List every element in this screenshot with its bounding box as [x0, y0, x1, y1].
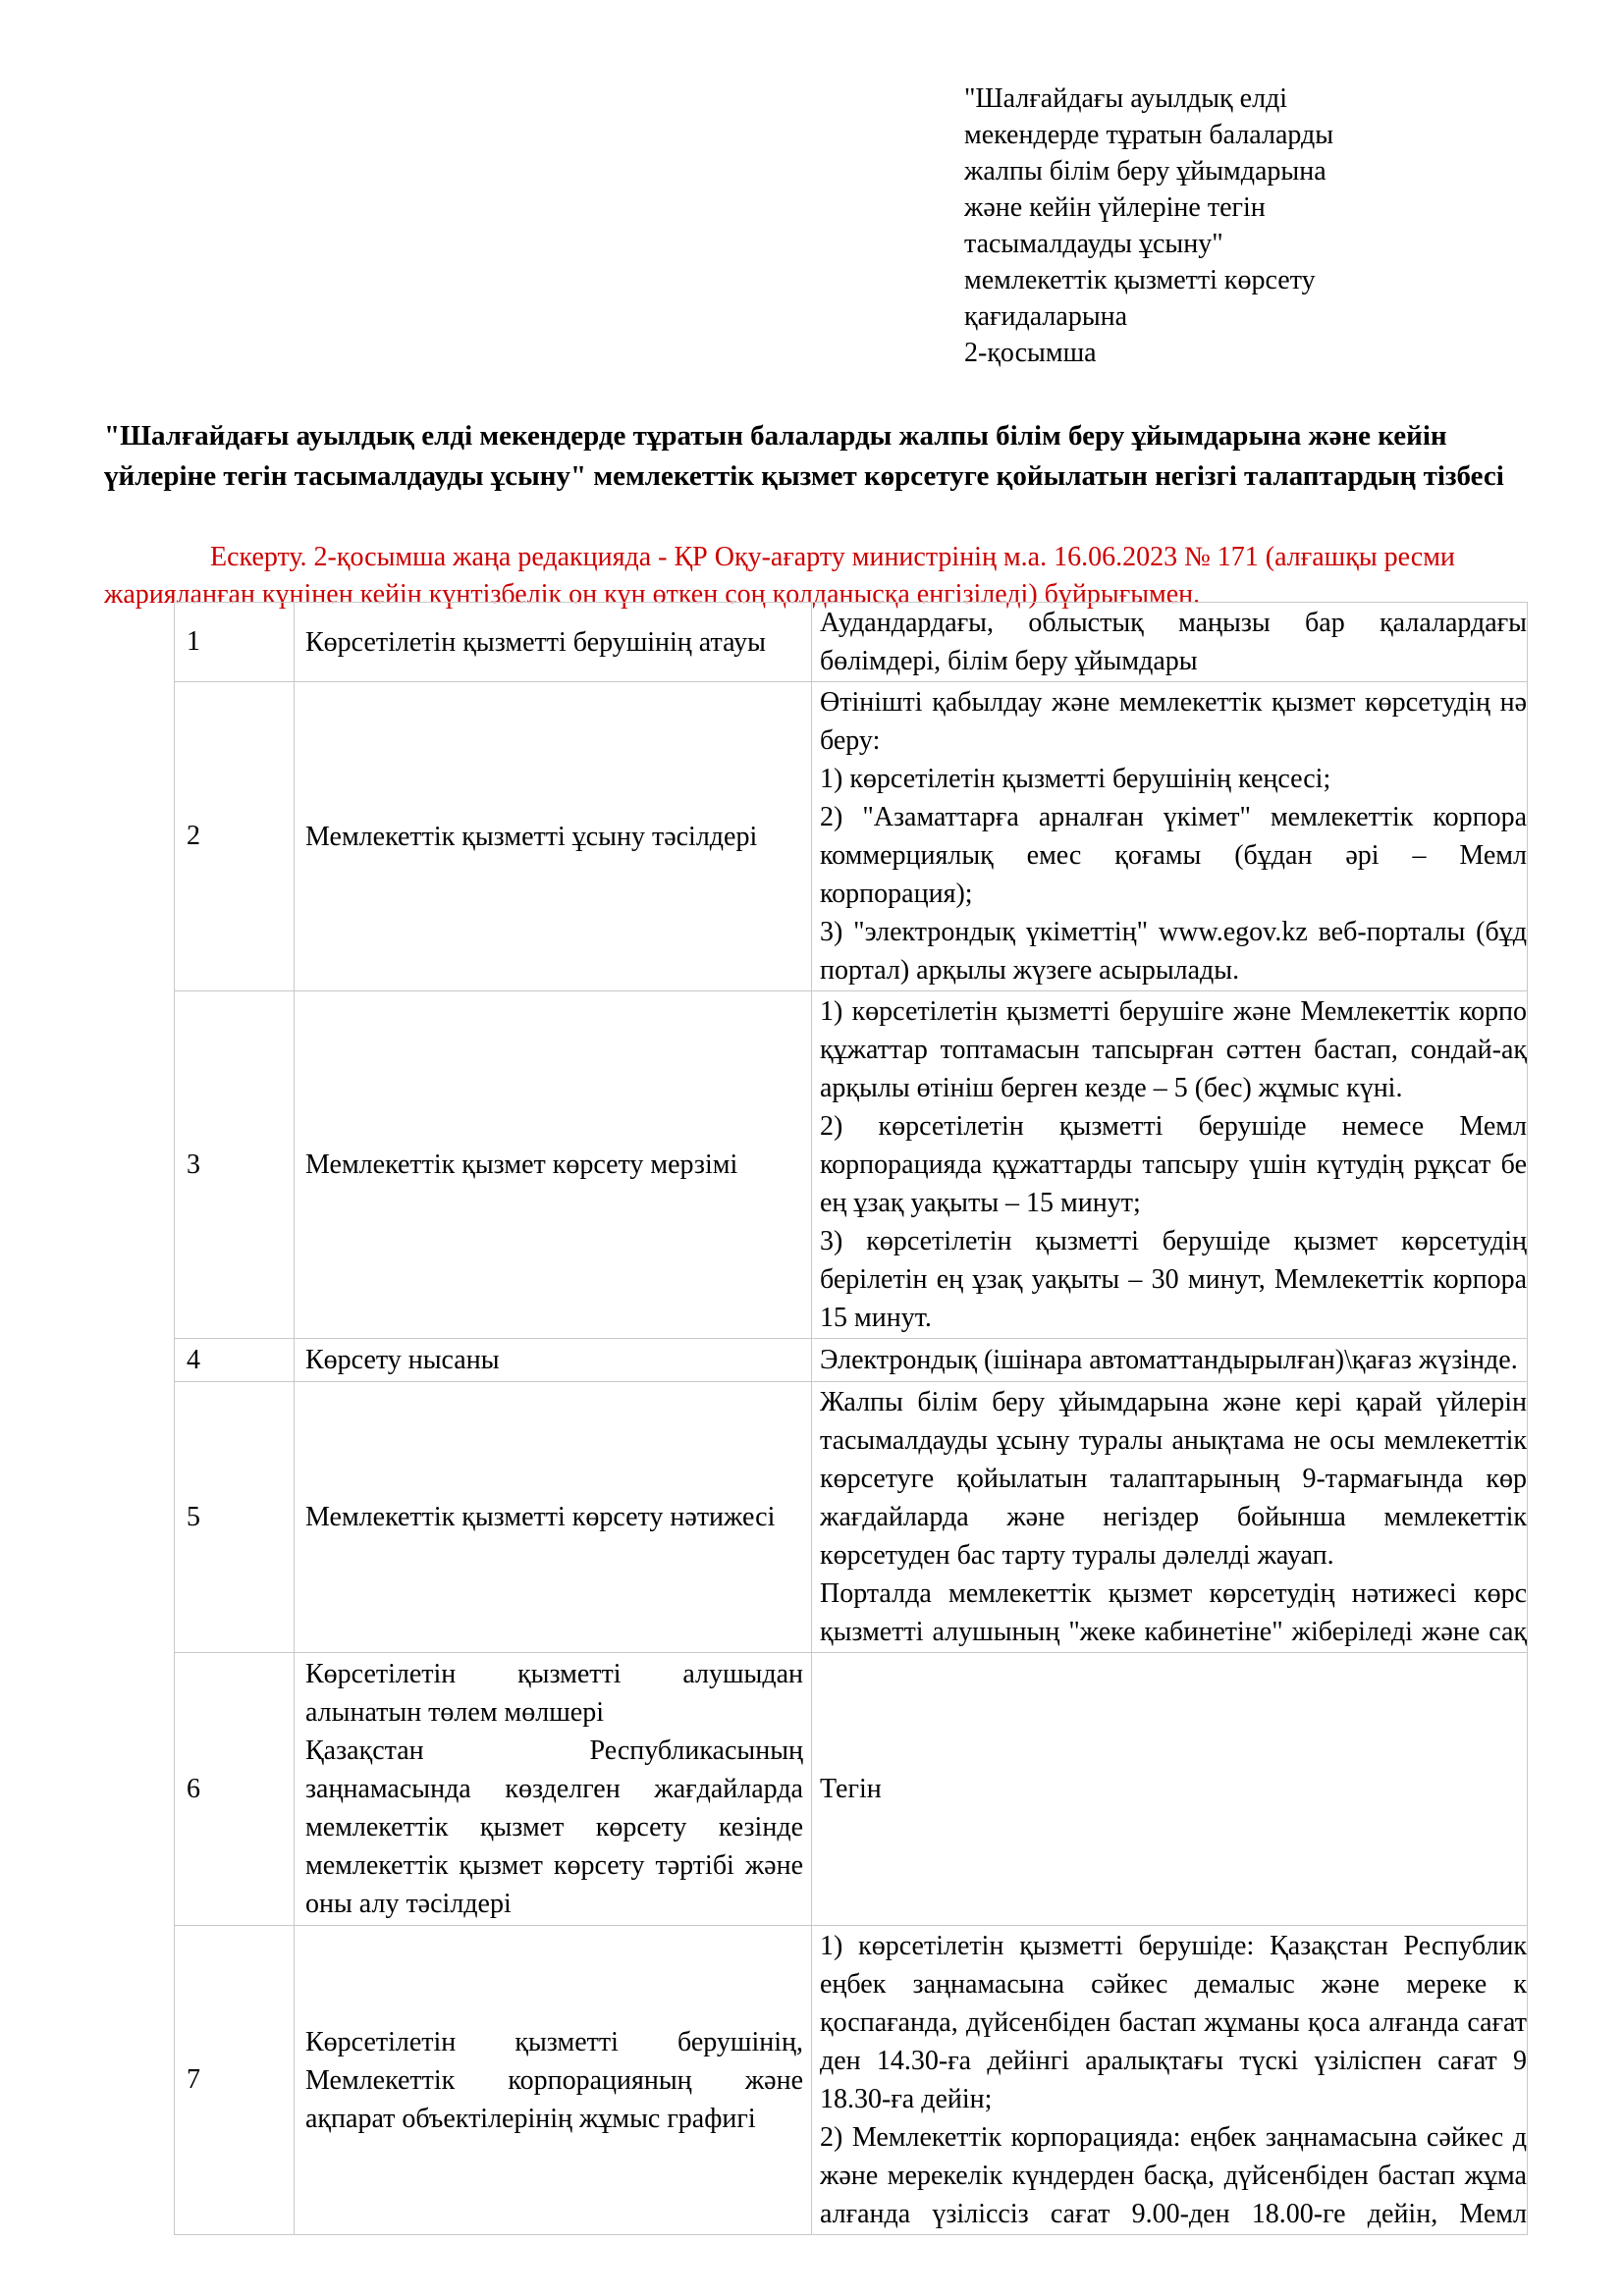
requirement-name-cell: [295, 1339, 812, 1382]
appendix-reference-block: [964, 80, 1386, 371]
table-row: [175, 991, 1528, 1339]
text-line: тасымалдауды ұсыну туралы анықтама не осы мемлекеттік: [820, 1425, 1527, 1456]
requirement-content-cell: [812, 1339, 1528, 1382]
text-line: Аудандардағы, облыстық маңызы бар қалалардағы: [820, 608, 1527, 638]
text-line: Мемлекеттік корпорацияның және: [305, 2064, 803, 2096]
text-line: Қазақстан Республикасының: [305, 1735, 803, 1766]
text-line: оны алу тәсілдері: [305, 1889, 512, 1919]
text-line: Өтінішті қабылдау және мемлекеттік қызмет көрсетудің нә: [820, 687, 1527, 718]
text-line: қызметті алушының "жеке кабинетіне" жіберіледі және сақ: [820, 1617, 1527, 1647]
text-line: ақпарат объектілерінің жұмыс графигі: [305, 2103, 756, 2134]
text-line: Порталда мемлекеттік қызмет көрсетудің нәтижесі көрс: [820, 1578, 1527, 1609]
text-line: Көрсетілетін қызметті берушінің,: [305, 2026, 803, 2057]
text-line: 1) көрсетілетін қызметті берушінің кеңсесі;: [820, 764, 1331, 794]
requirement-name-cell: [295, 1653, 812, 1926]
text-line: корпорацияда құжаттарды тапсыру үшін күтудің рұқсат бе: [820, 1149, 1527, 1180]
appendix-line: жалпы білім беру ұйымдарына: [964, 156, 1326, 187]
text-line: көрсетуден бас тарту туралы дәлелді жауап.: [820, 1540, 1334, 1571]
text-line: беру:: [820, 725, 881, 756]
requirement-content-cell: [812, 1382, 1528, 1653]
text-line: ден 14.30-ға дейінгі аралықтағы түскі үзіліспен сағат 9: [820, 2046, 1527, 2076]
text-line: берілетін ең ұзақ уақыты – 30 минут, Мемлекеттік корпора: [820, 1264, 1527, 1295]
text-line: 18.30-ға дейін;: [820, 2084, 993, 2114]
appendix-line: 2-қосымша: [964, 338, 1097, 368]
table-row: [175, 603, 1528, 682]
row-number-cell: 7: [175, 1926, 295, 2235]
text-line: Электрондық (ішінара автоматтандырылған)\қағаз жүзінде.: [820, 1345, 1518, 1375]
text-line: жағдайларда және негіздер бойынша мемлекеттік: [820, 1502, 1527, 1532]
text-line: Жалпы білім беру ұйымдарына және кері қарай үйлерін: [820, 1387, 1527, 1417]
table-row: [175, 1926, 1528, 2235]
text-line: Мемлекеттік қызметті ұсыну тәсілдері: [305, 821, 758, 852]
requirements-table: [174, 602, 1528, 2235]
requirement-name-cell: [295, 1926, 812, 2235]
appendix-line: "Шалғайдағы ауылдық елді: [964, 83, 1288, 114]
text-line: Мемлекеттік қызмет көрсету мерзімі: [305, 1149, 738, 1180]
text-line: ең ұзақ уақыты – 15 минут;: [820, 1188, 1141, 1218]
text-line: 3) "электрондық үкіметтің" www.egov.kz веб-порталы (бұд: [820, 917, 1527, 947]
requirement-name-cell: [295, 991, 812, 1339]
amendment-note: Ескерту. 2-қосымша жаңа редакцияда - ҚР Оқу-ағарту министрінің м.а. 16.06.2023 № 171 (алғашқы ресми жарияланған күнінен кейін күнтізбелік он күн өткен соң қолданысқа енгізіледі) бұйрығымен.: [104, 542, 1455, 610]
text-line: Көрсетілетін қызметті алушыдан: [305, 1659, 803, 1689]
text-line: портал) арқылы жүзеге асырылады.: [820, 955, 1240, 986]
requirement-name-cell: [295, 682, 812, 991]
appendix-line: қағидаларына: [964, 301, 1128, 332]
text-line: мемлекеттік қызмет көрсету кезінде: [305, 1812, 803, 1842]
text-line: 3) көрсетілетін қызметті берушіде қызмет көрсетудің: [820, 1226, 1527, 1256]
text-line: бөлімдері, білім беру ұйымдары: [820, 646, 1198, 676]
text-line: 2) көрсетілетін қызметті берушіде немесе Мемл: [820, 1111, 1527, 1142]
text-line: 2) Мемлекеттік корпорацияда: еңбек заңнамасына сәйкес д: [820, 2122, 1527, 2153]
table-row: [175, 1382, 1528, 1653]
text-line: Көрсетілетін қызметті берушінің атауы: [305, 626, 766, 658]
text-line: 1) көрсетілетін қызметті берушіге және Мемлекеттік корпо: [820, 996, 1527, 1027]
text-line: 1) көрсетілетін қызметті берушіде: Қазақстан Республик: [820, 1931, 1527, 1961]
text-line: Мемлекеттік қызметті көрсету нәтижесі: [305, 1502, 776, 1532]
appendix-line: мекендерде тұратын балаларды: [964, 120, 1334, 150]
table-row: [175, 1339, 1528, 1382]
row-number-cell: 4: [175, 1339, 295, 1382]
text-line: алынатын төлем мөлшері: [305, 1697, 604, 1728]
appendix-line: және кейін үйлеріне тегін: [964, 192, 1266, 223]
appendix-line: мемлекеттік қызметті көрсету: [964, 265, 1316, 295]
text-line: коммерциялық емес қоғамы (бұдан әрі – Мемл: [820, 840, 1527, 871]
requirement-content-cell: [812, 1926, 1528, 2235]
text-line: алғанда үзіліссіз сағат 9.00-ден 18.00-ге дейін, Мемл: [820, 2199, 1527, 2229]
row-number-cell: 3: [175, 991, 295, 1339]
requirements-table-body: [175, 603, 1528, 2235]
table-row: [175, 1653, 1528, 1926]
text-line: және мерекелік күндерден басқа, дүйсенбіден бастап жұма: [820, 2161, 1527, 2191]
row-number-cell: 5: [175, 1382, 295, 1653]
text-line: корпорация);: [820, 879, 973, 909]
text-line: құжаттар топтамасын тапсырған сәттен бастап, сондай-ақ: [820, 1035, 1527, 1065]
text-line: еңбек заңнамасына сәйкес демалыс және мереке к: [820, 1969, 1527, 2000]
row-number-cell: 6: [175, 1653, 295, 1926]
text-line: 2) "Азаматтарға арналған үкімет" мемлекеттік корпора: [820, 802, 1527, 832]
appendix-line: тасымалдауды ұсыну": [964, 229, 1223, 259]
requirement-content-cell: [812, 603, 1528, 682]
requirement-content-cell: [812, 1653, 1528, 1926]
document-title: "Шалғайдағы ауылдық елді мекендерде тұратын балаларды жалпы білім беру ұйымдарына және кейін үйлеріне тегін тасымалдауды ұсыну" мемлекеттік қызмет көрсетуге қойылатын негізгі талаптардың тізбесі: [104, 420, 1504, 492]
text-line: 15 минут.: [820, 1303, 932, 1333]
text-line: қоспағанда, дүйсенбіден бастап жұманы қоса алғанда сағат: [820, 2007, 1527, 2038]
row-number-cell: 1: [175, 603, 295, 682]
requirement-content-cell: [812, 682, 1528, 991]
text-line: арқылы өтініш берген кезде – 5 (бес) жұмыс күні.: [820, 1073, 1403, 1103]
text-line: Көрсету нысаны: [305, 1345, 500, 1375]
text-line: заңнамасында көзделген жағдайларда: [305, 1774, 803, 1804]
text-line: Тегін: [820, 1774, 882, 1804]
requirement-content-cell: [812, 991, 1528, 1339]
table-row: [175, 682, 1528, 991]
requirement-name-cell: [295, 1382, 812, 1653]
requirement-name-cell: [295, 603, 812, 682]
text-line: көрсетуге қойылатын талаптарының 9-тармағында көр: [820, 1464, 1527, 1494]
row-number-cell: 2: [175, 682, 295, 991]
text-line: мемлекеттік қызмет көрсету тәртібі және: [305, 1850, 803, 1881]
